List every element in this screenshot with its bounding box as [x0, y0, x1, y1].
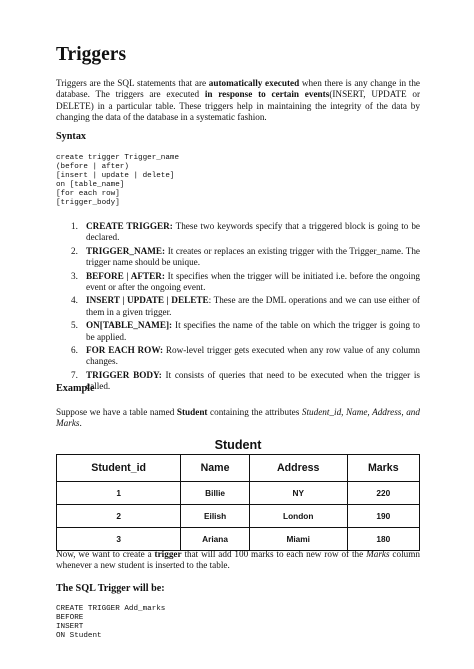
list-desc: It creates or replaces an existing trigger with the Trigger_name. The trigger name should be unique.	[86, 245, 420, 268]
example-heading: Example	[56, 383, 95, 394]
list-desc: It specifies when the trigger will be initiated i.e. before the ongoing event or after the ongoing event.	[86, 270, 421, 293]
example-paragraph	[56, 407, 420, 430]
after-text-2: that will add 100 marks to each new row of the	[181, 549, 367, 559]
intro-text-3: (INSERT, UPDATE or DELETE) in a particular table. These triggers help in maintaining the integrity of the data by changing the data of the database in a systematic fashion.	[56, 89, 421, 123]
list-item	[56, 345, 420, 368]
list-term: FOR EACH ROW:	[86, 345, 164, 356]
table-cell: Ariana	[181, 528, 250, 551]
intro-text-2: when there is any change in the database. The triggers are executed	[56, 78, 420, 100]
column-header: Address	[249, 455, 347, 482]
list-number: 1.	[71, 221, 78, 231]
table-caption: Student	[214, 438, 262, 452]
syntax-code-block: create trigger Trigger_name (before | after) [insert | update | delete] on [table_name] [for each row] [trigger_body]	[56, 154, 180, 208]
table-row	[57, 505, 420, 528]
table-cell: 190	[347, 505, 419, 528]
table-cell: 2	[57, 505, 181, 528]
page-title: Triggers	[56, 44, 127, 65]
after-bold-1: trigger	[154, 549, 182, 559]
after-italic-1: Marks	[366, 549, 390, 559]
example-text-1: Suppose we have a table named	[56, 407, 177, 417]
example-bold-1: Student	[176, 407, 208, 417]
list-item	[56, 295, 420, 318]
list-number: 6.	[71, 345, 78, 356]
table-cell: 3	[57, 528, 181, 551]
list-item	[56, 221, 420, 244]
list-item	[56, 320, 420, 343]
list-term: INSERT | UPDATE | DELETE	[86, 295, 209, 306]
list-term: TRIGGER_NAME:	[86, 245, 166, 256]
after-text-3: column whenever a new student is inserted to the table.	[56, 549, 420, 571]
table-row	[57, 528, 420, 551]
example-italic-1: Student_id, Name, Address, and Marks	[56, 407, 420, 429]
list-desc: These two keywords specify that a triggered block is going to be declared.	[86, 221, 420, 243]
column-header: Name	[181, 455, 250, 482]
table-cell: Billie	[181, 482, 250, 505]
after-text-1: Now, we want to create a	[56, 549, 155, 559]
list-number: 4.	[71, 295, 78, 306]
intro-paragraph	[56, 78, 420, 124]
list-item	[56, 271, 420, 294]
student-table	[56, 454, 420, 551]
list-item	[56, 370, 420, 393]
list-desc: Row-level trigger gets executed when any row value of any column changes.	[86, 345, 420, 367]
list-number: 3.	[71, 270, 78, 281]
list-desc: It specifies the name of the table on which the trigger is going to be applied.	[86, 320, 420, 342]
sql-trigger-code-block: CREATE TRIGGER Add_marks BEFORE INSERT ON Student	[56, 605, 166, 641]
table-header-row	[57, 455, 420, 482]
table-cell: Miami	[249, 528, 347, 551]
list-desc: : These are the DML operations and we can use either of them in a given trigger.	[86, 295, 420, 317]
list-term: CREATE TRIGGER:	[86, 221, 173, 231]
definition-list	[56, 221, 420, 395]
list-number: 7.	[71, 369, 78, 380]
table-cell: NY	[249, 482, 347, 505]
table-cell: 220	[347, 482, 419, 505]
list-number: 2.	[71, 245, 78, 256]
intro-text-1: Triggers are the SQL statements that are	[56, 78, 209, 88]
intro-bold-2: in response to certain events	[204, 89, 330, 100]
column-header: Student_id	[57, 455, 181, 482]
list-desc: It consists of queries that need to be executed when the trigger is called.	[86, 369, 420, 392]
list-term: ON[TABLE_NAME]:	[86, 320, 173, 331]
list-number: 5.	[71, 320, 78, 331]
table-cell: Eilish	[181, 505, 250, 528]
example-text-3: .	[79, 418, 82, 429]
table-cell: 1	[57, 482, 181, 505]
table-row	[57, 482, 420, 505]
example-text-2: containing the attributes	[207, 407, 302, 417]
table-cell: London	[249, 505, 347, 528]
list-term: TRIGGER BODY:	[86, 369, 162, 380]
sql-trigger-heading: The SQL Trigger will be:	[56, 583, 165, 594]
syntax-heading: Syntax	[56, 131, 87, 142]
after-table-paragraph	[56, 549, 420, 572]
list-term: BEFORE | AFTER:	[86, 270, 165, 281]
column-header: Marks	[347, 455, 419, 482]
table-cell: 180	[347, 528, 419, 551]
intro-bold-1: automatically executed	[208, 78, 300, 88]
list-item	[56, 246, 420, 269]
